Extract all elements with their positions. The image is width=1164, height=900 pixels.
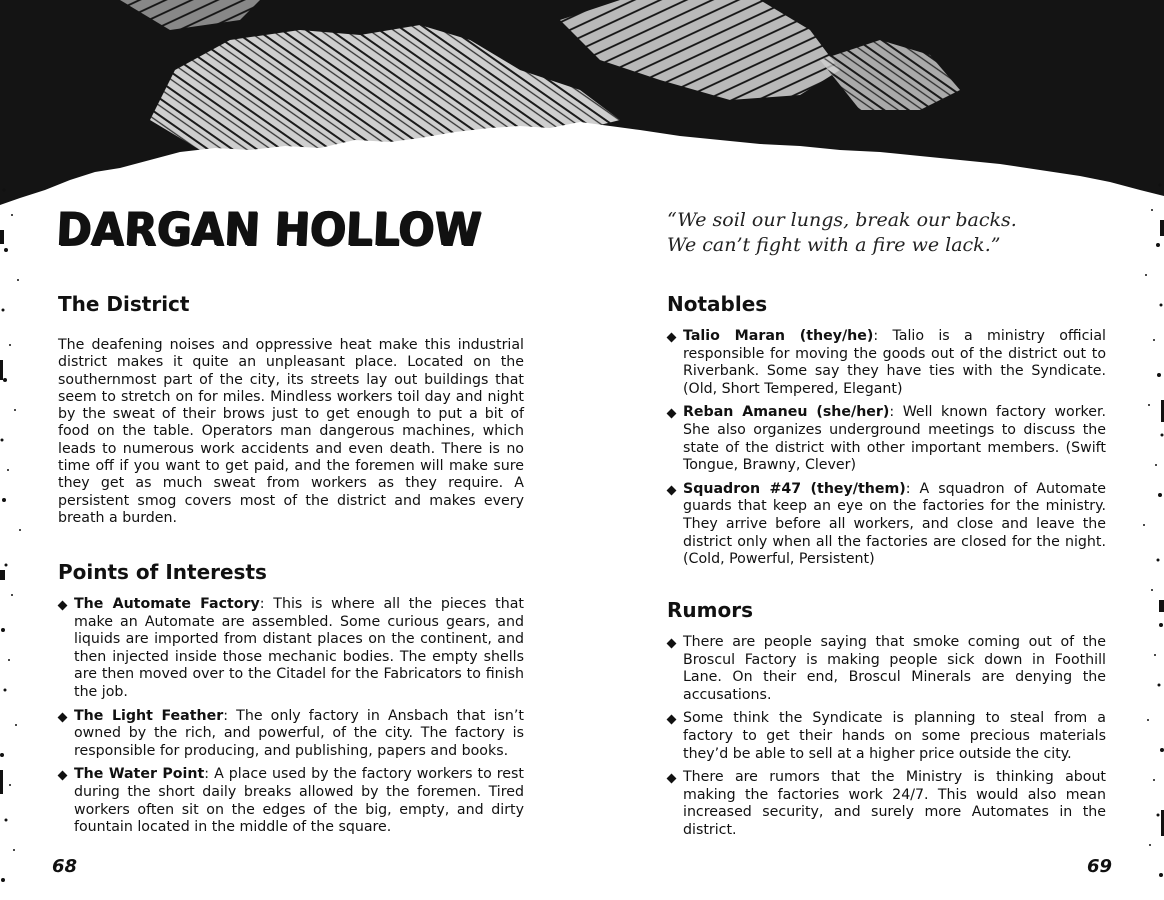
item-text: Some think the Syndicate is planning to steal from a factory to get their hands on some precious materials they’d be able to sell at a higher price outside the city. — [683, 710, 1106, 762]
notables-list — [667, 328, 1106, 575]
points-list — [58, 596, 524, 843]
item-text: There are people saying that smoke coming out of the Broscul Factory is making people sick down in Foothill Lane. On their end, Broscul Minerals are denying the accusations. — [683, 634, 1106, 703]
quote-line-2: We can’t fight with a fire we lack.” — [667, 234, 1001, 256]
diamond-bullet-icon — [667, 409, 677, 419]
list-item — [667, 481, 1106, 569]
diamond-bullet-icon — [58, 712, 68, 722]
item-text: : Talio is a ministry official responsible for moving the goods out of the district out to Riverbank. Some say they have ties with the Syndicate. (Old, Short Tempered, Elegant) — [683, 328, 1106, 397]
item-name: The Water Point — [74, 766, 205, 783]
item-text: There are rumors that the Ministry is thinking about making the factories work 24/7. This would also mean increased security, and surely more Automates in the district. — [683, 769, 1106, 838]
rumors-heading: Rumors — [667, 598, 753, 622]
list-item — [58, 596, 524, 702]
rumors-list — [667, 634, 1106, 846]
page-number-right: 69 — [1087, 856, 1113, 877]
item-text: : This is where all the pieces that make an Automate are assembled. Some curious gears, and liquids are imported from distant places on the continent, and then injected inside those mechanic bodies. The empty shells are then moved over to the Citadel for the Fabricators to finish the job. — [74, 596, 524, 700]
item-name: The Automate Factory — [74, 596, 260, 612]
diamond-bullet-icon — [58, 771, 68, 781]
item-text: : The only factory in Ansbach that isn’t owned by the rich, and powerful, of the city. The factory is responsible for producing, and publishing, papers and books. — [74, 707, 524, 759]
list-item — [58, 708, 524, 761]
list-item — [58, 766, 524, 836]
diamond-bullet-icon — [667, 485, 677, 495]
diamond-bullet-icon — [58, 601, 68, 611]
item-text: : A place used by the factory workers to rest during the short daily breaks allowed by the foremen. Tired workers often sit on the edges of the big, empty, and dirty fountain located in the middle of the square. — [74, 766, 524, 836]
header-artwork — [0, 0, 1164, 215]
notables-heading: Notables — [667, 292, 768, 316]
item-text: : Well known factory worker. She also organizes underground meetings to discuss the state of the district with other important members. (Swift Tongue, Brawny, Clever) — [683, 404, 1107, 474]
district-heading: The District — [58, 292, 190, 316]
item-name: Reban Amaneu (she/her) — [683, 404, 890, 421]
item-name: The Light Feather — [74, 707, 224, 724]
left-speckle-border — [0, 170, 60, 900]
item-name: Squadron #47 (they/them) — [683, 480, 906, 497]
diamond-bullet-icon — [667, 774, 677, 784]
epigraph-quote — [667, 208, 1017, 258]
quote-line-1: “We soil our lungs, break our backs. — [667, 209, 1017, 231]
diamond-bullet-icon — [667, 333, 677, 343]
item-name: Talio Maran (they/he) — [683, 328, 874, 344]
right-speckle-border — [1104, 170, 1164, 900]
item-text: : A squadron of Automate guards that keep an eye on the factories for the ministry. They arrive before all workers, and close and leave the district only when all the factories are closed for the night. (Cold, Powerful, Persistent) — [683, 480, 1107, 568]
page-title: DARGAN HOLLOW — [55, 202, 483, 256]
list-item — [667, 769, 1106, 839]
list-item — [667, 710, 1106, 763]
diamond-bullet-icon — [667, 715, 677, 725]
list-item — [667, 634, 1106, 704]
points-heading: Points of Interests — [58, 560, 267, 584]
district-paragraph: The deafening noises and oppressive heat make this industrial district makes it quite an unpleasant place. Located on the southernmost part of the city, its streets lay out buildings that seem to stretch on for miles. Mindless workers toil day and night by the sweat of their brows just to get enough to put a bit of food on the table. Operators man dangerous machines, which leads to numerous work accidents and even death. There is no time off if you want to get paid, and the foremen will make sure they get as much sweat from workers as they require. A persistent smog covers most of the district and makes every breath a burden. — [58, 337, 524, 526]
list-item — [667, 328, 1106, 398]
list-item — [667, 404, 1106, 474]
page-number-left: 68 — [52, 856, 78, 877]
diamond-bullet-icon — [667, 639, 677, 649]
